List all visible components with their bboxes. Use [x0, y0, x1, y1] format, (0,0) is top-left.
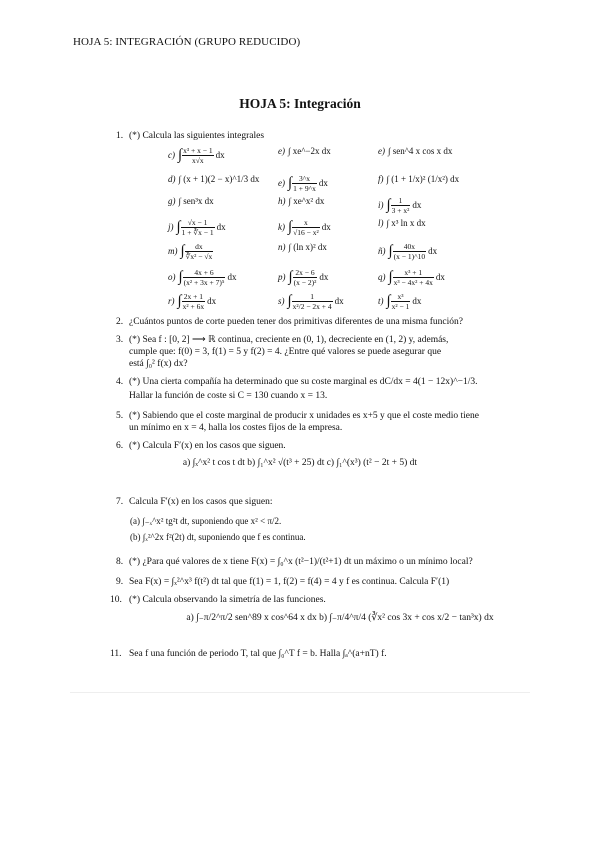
fraction-numerator: √x − 1	[181, 218, 215, 228]
integral-sign: ∫	[176, 219, 181, 235]
integral-label: i)	[378, 199, 384, 210]
integral-expression: ∫ xe^−2x dx	[288, 146, 331, 156]
integral-item	[168, 242, 213, 261]
exercise-10-integrals: a) ∫₋π/2^π/2 sen^89 x cos^64 x dx b) ∫₋π/4^π/4 (∛x² cos 3x + cos x/2 − tan³x) dx	[186, 613, 494, 623]
integral-item	[168, 218, 226, 237]
fraction	[292, 218, 320, 237]
integral-label: m)	[168, 245, 178, 256]
integral-label: g)	[168, 196, 176, 206]
exercise-number: 8.	[116, 557, 124, 567]
integral-item	[168, 174, 259, 184]
integral-sign: ∫	[178, 147, 183, 163]
exercise-9	[116, 576, 536, 588]
integral-differential: dx	[318, 177, 328, 188]
exercise-line: (*) Sea f : [0, 2] ⟶ ℝ continua, creciente en (0, 1), decreciente en (1, 2) y, además,	[129, 335, 449, 345]
integral-expression: ∫ sen^4 x cos x dx	[388, 146, 453, 156]
integral-differential: dx	[207, 295, 217, 306]
fraction	[182, 292, 205, 311]
integral-label: j)	[168, 221, 174, 232]
integral-differential: dx	[412, 199, 422, 210]
integral-item	[168, 268, 236, 287]
fraction-numerator: 2x − 6	[293, 268, 318, 278]
exercise-2	[116, 316, 516, 328]
integral-item	[168, 196, 214, 206]
fraction-denominator: x²/2 − 2x + 4	[292, 302, 332, 311]
fraction-denominator: (x − 2)²	[293, 278, 317, 287]
integral-item	[378, 174, 459, 184]
exercise-8	[116, 556, 536, 568]
fraction-numerator: x	[292, 218, 320, 228]
integral-item	[168, 146, 225, 165]
fraction	[185, 242, 214, 261]
exercise-1	[116, 130, 516, 142]
integral-differential: dx	[428, 245, 438, 256]
footer-divider	[70, 692, 530, 693]
fraction-numerator: dx	[185, 242, 214, 252]
integral-differential: dx	[321, 221, 331, 232]
integral-sign: ∫	[288, 175, 293, 191]
integral-differential: dx	[412, 295, 422, 306]
integral-sign: ∫	[287, 293, 292, 309]
integral-label: l)	[378, 218, 384, 228]
fraction	[181, 218, 215, 237]
exercise-number: 6.	[116, 441, 124, 451]
exercise-number: 7.	[116, 497, 124, 507]
integral-label: k)	[278, 221, 285, 232]
integral-differential: dx	[215, 149, 225, 160]
integral-item	[278, 218, 331, 237]
integral-label: e)	[278, 177, 285, 188]
fraction-denominator: (x² + 3x + 7)⁵	[183, 278, 225, 287]
integral-item	[378, 268, 445, 287]
integral-label: h)	[278, 196, 286, 206]
exercise-11	[110, 648, 510, 660]
fraction-numerator: x³	[391, 292, 411, 302]
fraction-denominator: x³ − 4x² + 4x	[393, 278, 433, 287]
exercise-text: ¿Cuántos puntos de corte pueden tener dos primitivas diferentes de una misma función?	[129, 317, 463, 327]
integral-sign: ∫	[178, 269, 183, 285]
fraction-numerator: x³ + x − 1	[183, 146, 213, 155]
exercise-6	[116, 440, 516, 452]
integral-item	[278, 146, 331, 156]
integral-label: n)	[278, 242, 286, 252]
integral-differential: dx	[216, 221, 226, 232]
integral-label: o)	[168, 271, 176, 282]
exercise-line: Hallar la función de coste si C = 130 cuando x = 13.	[129, 391, 328, 401]
integral-label: t)	[378, 295, 384, 306]
integral-sign: ∫	[386, 293, 391, 309]
integral-differential: dx	[319, 271, 329, 282]
integral-sign: ∫	[388, 269, 393, 285]
exercise-3	[116, 334, 516, 370]
integral-label: q)	[378, 271, 386, 282]
integral-sign: ∫	[177, 293, 182, 309]
exercise-text: Sea F(x) = ∫ₓ²^x³ f(t²) dt tal que f(1) = 1, f(2) = f(4) = 4 y f es continua. Calcula F′(1)	[129, 577, 450, 587]
integral-item	[278, 292, 344, 311]
exercise-line: un mínimo en x = 4, halla los costes fijos de la empresa.	[129, 423, 343, 433]
integral-sign: ∫	[288, 219, 293, 235]
exercise-number: 11.	[110, 649, 122, 659]
fraction-denominator: ∛x² − √x	[185, 252, 213, 261]
exercise-7	[116, 496, 516, 508]
integral-sign: ∫	[386, 197, 391, 213]
exercise-line: (*) Sabiendo que el coste marginal de producir x unidades es x+5 y que el coste medio tiene	[129, 411, 479, 421]
fraction-denominator: x² + 6x	[182, 302, 205, 311]
integral-label: e)	[378, 146, 385, 156]
exercise-text: (*) Calcula las siguientes integrales	[129, 131, 265, 141]
fraction	[293, 268, 318, 287]
fraction	[391, 292, 411, 311]
integral-label: s)	[278, 295, 285, 306]
integral-expression: ∫ (ln x)² dx	[288, 242, 327, 252]
fraction-numerator: 2x + 1	[182, 292, 205, 302]
integral-item	[378, 292, 421, 311]
integral-expression: ∫ sen³x dx	[178, 196, 214, 206]
integral-label: c)	[168, 149, 175, 160]
fraction	[183, 268, 226, 287]
exercise-number: 4.	[116, 377, 124, 387]
integral-sign: ∫	[388, 243, 393, 259]
integral-item	[378, 196, 421, 215]
integral-item	[278, 268, 328, 287]
fraction-denominator: x² − 1	[391, 302, 410, 311]
exercise-5	[116, 410, 516, 434]
exercise-text: Sea f una función de periodo T, tal que ∫₀^T f = b. Halla ∫ₐ^(a+nT) f.	[129, 649, 387, 659]
fraction	[393, 268, 434, 287]
exercise-line: está ∫₀² f(x) dx?	[129, 359, 188, 369]
fraction-denominator: 3 + x²	[391, 206, 410, 215]
fraction	[292, 174, 317, 193]
fraction-numerator: 1	[391, 196, 411, 206]
fraction-denominator: 1 + 9^x	[293, 184, 316, 193]
page-title: HOJA 5: Integración	[239, 96, 361, 111]
integral-expression: ∫ (1 + 1/x)² (1/x²) dx	[386, 174, 460, 184]
exercise-number: 1.	[116, 131, 124, 141]
integral-differential: dx	[435, 271, 445, 282]
fraction	[292, 292, 333, 311]
integral-sign: ∫	[288, 269, 293, 285]
fraction-denominator: x√x	[192, 156, 204, 165]
integral-item	[378, 242, 437, 261]
integral-differential: dx	[334, 295, 344, 306]
integral-item	[378, 146, 452, 156]
exercise-number: 2.	[116, 317, 124, 327]
exercise-number: 9.	[116, 577, 124, 587]
fraction	[391, 196, 411, 215]
page-header: HOJA 5: INTEGRACIÓN (GRUPO REDUCIDO)	[73, 36, 301, 48]
exercise-10	[110, 594, 510, 606]
integral-item	[278, 196, 324, 206]
fraction-numerator: 40x	[393, 242, 427, 252]
exercise-number: 3.	[116, 335, 124, 345]
integral-item	[378, 218, 426, 228]
exercise-text: (*) ¿Para qué valores de x tiene F(x) = ∫₀^x (t²−1)/(t²+1) dt un máximo o un mínimo local?	[129, 557, 473, 567]
integral-item	[168, 292, 216, 311]
exercise-7b: (b) ∫ₓ²^2x f²(2t) dt, suponiendo que f es continua.	[130, 532, 306, 542]
fraction-numerator: 1	[292, 292, 333, 302]
exercise-6-integrals: a) ∫ₓ^x² t cos t dt b) ∫₁^x² √(t³ + 25) dt c) ∫₁^(x³) (t² − 2t + 5) dt	[182, 458, 418, 468]
exercise-number: 5.	[116, 411, 124, 421]
exercise-4	[116, 376, 516, 402]
exercise-number: 10.	[110, 595, 122, 605]
exercise-line: (*) Una cierta compañía ha determinado que su coste marginal es dC/dx = 4(1 − 12x)^−1/3.	[129, 377, 478, 387]
integral-differential: dx	[227, 271, 237, 282]
integral-expression: ∫ xe^x² dx	[288, 196, 325, 206]
integral-item	[278, 174, 328, 193]
exercise-line: (*) Calcula F′(x) en los casos que siguen.	[129, 441, 286, 451]
integral-label: f)	[378, 174, 384, 184]
exercise-7a: (a) ∫₋ₓ^x² tg²t dt, suponiendo que x² < π/2.	[130, 516, 282, 526]
integral-label: e)	[278, 146, 285, 156]
integral-label: d)	[168, 174, 176, 184]
exercise-line: cumple que: f(0) = 3, f(1) = 5 y f(2) = 4. ¿Entre qué valores se puede asegurar que	[129, 347, 442, 357]
integral-label: p)	[278, 271, 286, 282]
exercise-line: (*) Calcula observando la simetría de las funciones.	[129, 595, 326, 605]
fraction-numerator: 3^x	[292, 174, 317, 184]
integral-expression: ∫ x³ ln x dx	[386, 218, 426, 228]
fraction	[182, 146, 213, 165]
integral-label: ñ)	[378, 245, 386, 256]
fraction-denominator: √16 − x²	[293, 228, 319, 237]
integral-item	[278, 242, 327, 252]
fraction	[393, 242, 427, 261]
integral-sign: ∫	[180, 243, 185, 259]
fraction-numerator: x³ + 1	[393, 268, 434, 278]
fraction-denominator: (x − 1)^10	[393, 252, 426, 261]
fraction-numerator: 4x + 6	[183, 268, 226, 278]
integral-expression: ∫ (x + 1)(2 − x)^1/3 dx	[178, 174, 260, 184]
integral-label: r)	[168, 295, 175, 306]
fraction-denominator: 1 + ∛x − 1	[181, 228, 214, 237]
exercise-line: Calcula F′(x) en los casos que siguen:	[129, 497, 273, 507]
